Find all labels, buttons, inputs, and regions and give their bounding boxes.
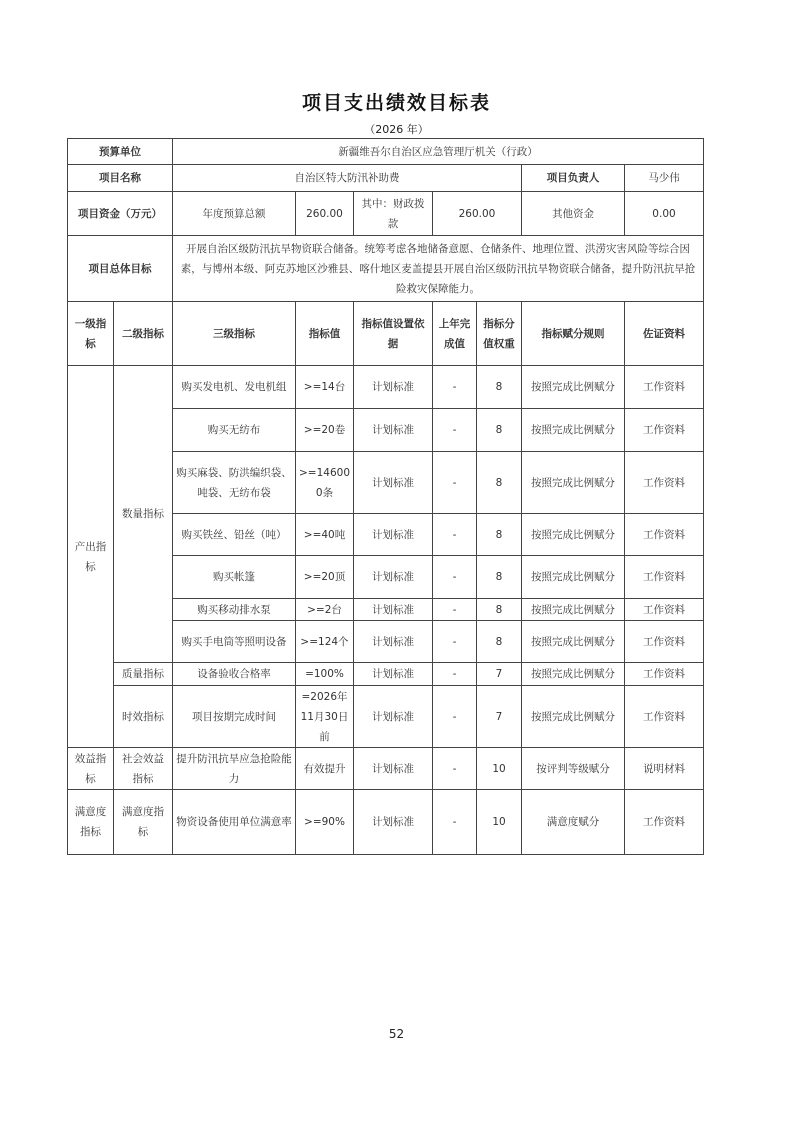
- previous-value: -: [433, 790, 477, 855]
- other-label: 其他资金: [522, 192, 625, 236]
- indicator-value: >=40吨: [296, 514, 354, 556]
- level3-indicator: 购买铁丝、铅丝（吨）: [173, 514, 296, 556]
- table-row: [68, 748, 704, 790]
- indicator-value: >=14台: [296, 366, 354, 409]
- indicator-basis: 计划标准: [354, 599, 433, 621]
- level1-benefit: 效益指标: [68, 748, 114, 790]
- budget-unit-label: 预算单位: [68, 139, 173, 165]
- indicator-weight: 10: [477, 790, 522, 855]
- page-title: 项目支出绩效目标表: [301, 92, 491, 114]
- page-number: 52: [388, 1027, 405, 1041]
- level3-indicator: 购买麻袋、防洪编织袋、吨袋、无纺布袋: [173, 452, 296, 514]
- previous-value: -: [433, 514, 477, 556]
- goal-row: [68, 236, 704, 302]
- annual-total-label: 年度预算总额: [173, 192, 296, 236]
- level2-quantity: 数量指标: [114, 366, 173, 663]
- indicator-value: >=20卷: [296, 409, 354, 452]
- indicator-value: =2026年11月30日前: [296, 686, 354, 748]
- evidence: 说明材料: [625, 748, 704, 790]
- indicator-weight: 10: [477, 748, 522, 790]
- leader-value: 马少伟: [625, 165, 704, 192]
- evidence: 工作资料: [625, 790, 704, 855]
- budget-unit-row: [68, 139, 704, 165]
- header-rule: 指标赋分规则: [522, 302, 625, 366]
- scoring-rule: 满意度赋分: [522, 790, 625, 855]
- level3-indicator: 购买移动排水泵: [173, 599, 296, 621]
- indicator-value: >=90%: [296, 790, 354, 855]
- indicator-weight: 8: [477, 452, 522, 514]
- indicator-basis: 计划标准: [354, 790, 433, 855]
- performance-table: [67, 138, 704, 855]
- scoring-rule: 按照完成比例赋分: [522, 514, 625, 556]
- indicator-basis: 计划标准: [354, 452, 433, 514]
- level3-indicator: 设备验收合格率: [173, 663, 296, 686]
- indicator-value: >=124个: [296, 621, 354, 663]
- indicator-basis: 计划标准: [354, 514, 433, 556]
- level2-social-benefit: 社会效益指标: [114, 748, 173, 790]
- level3-indicator: 项目按期完成时间: [173, 686, 296, 748]
- indicator-weight: 8: [477, 366, 522, 409]
- indicator-value: >=146000条: [296, 452, 354, 514]
- scoring-rule: 按照完成比例赋分: [522, 556, 625, 599]
- previous-value: -: [433, 686, 477, 748]
- indicator-value: =100%: [296, 663, 354, 686]
- fiscal-value: 260.00: [433, 192, 522, 236]
- header-level2: 二级指标: [114, 302, 173, 366]
- annual-total-value: 260.00: [296, 192, 354, 236]
- header-basis: 指标值设置依据: [354, 302, 433, 366]
- evidence: 工作资料: [625, 366, 704, 409]
- level3-indicator: 购买发电机、发电机组: [173, 366, 296, 409]
- header-row: [68, 302, 704, 366]
- level2-satisfaction: 满意度指标: [114, 790, 173, 855]
- other-value: 0.00: [625, 192, 704, 236]
- header-level1: 一级指标: [68, 302, 114, 366]
- indicator-weight: 8: [477, 409, 522, 452]
- level2-quality: 质量指标: [114, 663, 173, 686]
- fiscal-label: 其中：财政拨款: [354, 192, 433, 236]
- previous-value: -: [433, 748, 477, 790]
- project-name-value: 自治区特大防汛补助费: [173, 165, 522, 192]
- header-level3: 三级指标: [173, 302, 296, 366]
- indicator-basis: 计划标准: [354, 748, 433, 790]
- indicator-weight: 8: [477, 514, 522, 556]
- indicator-weight: 8: [477, 556, 522, 599]
- evidence: 工作资料: [625, 663, 704, 686]
- evidence: 工作资料: [625, 409, 704, 452]
- budget-unit-value: 新疆维吾尔自治区应急管理厅机关（行政）: [173, 139, 704, 165]
- scoring-rule: 按照完成比例赋分: [522, 663, 625, 686]
- header-value: 指标值: [296, 302, 354, 366]
- scoring-rule: 按照完成比例赋分: [522, 599, 625, 621]
- evidence: 工作资料: [625, 621, 704, 663]
- goal-label: 项目总体目标: [68, 236, 173, 302]
- scoring-rule: 按评判等级赋分: [522, 748, 625, 790]
- evidence: 工作资料: [625, 514, 704, 556]
- funds-label: 项目资金（万元）: [68, 192, 173, 236]
- level3-indicator: 购买手电筒等照明设备: [173, 621, 296, 663]
- header-evidence: 佐证资料: [625, 302, 704, 366]
- scoring-rule: 按照完成比例赋分: [522, 409, 625, 452]
- indicator-value: 有效提升: [296, 748, 354, 790]
- indicator-basis: 计划标准: [354, 621, 433, 663]
- indicator-weight: 7: [477, 663, 522, 686]
- level2-timeliness: 时效指标: [114, 686, 173, 748]
- evidence: 工作资料: [625, 556, 704, 599]
- indicator-weight: 8: [477, 599, 522, 621]
- scoring-rule: 按照完成比例赋分: [522, 366, 625, 409]
- goal-value: 开展自治区级防汛抗旱物资联合储备。统筹考虑各地储备意愿、仓储条件、地理位置、洪涝灾害风险等综合因素，与博州本级、阿克苏地区沙雅县、喀什地区麦盖提县开展自治区级防汛抗旱物资联合储备，提升防汛抗旱抢险救灾保障能力。: [173, 236, 704, 302]
- funds-row: [68, 192, 704, 236]
- level3-indicator: 提升防汛抗旱应急抢险能力: [173, 748, 296, 790]
- level3-indicator: 购买无纺布: [173, 409, 296, 452]
- table-row: [68, 790, 704, 855]
- project-name-row: [68, 165, 704, 192]
- project-name-label: 项目名称: [68, 165, 173, 192]
- leader-label: 项目负责人: [522, 165, 625, 192]
- evidence: 工作资料: [625, 686, 704, 748]
- table-row: [68, 663, 704, 686]
- level3-indicator: 物资设备使用单位满意率: [173, 790, 296, 855]
- indicator-value: >=2台: [296, 599, 354, 621]
- year-label: （2026 年）: [364, 123, 429, 136]
- indicator-weight: 8: [477, 621, 522, 663]
- header-weight: 指标分值权重: [477, 302, 522, 366]
- evidence: 工作资料: [625, 452, 704, 514]
- indicator-value: >=20顶: [296, 556, 354, 599]
- previous-value: -: [433, 409, 477, 452]
- level3-indicator: 购买帐篷: [173, 556, 296, 599]
- indicator-basis: 计划标准: [354, 686, 433, 748]
- scoring-rule: 按照完成比例赋分: [522, 452, 625, 514]
- scoring-rule: 按照完成比例赋分: [522, 621, 625, 663]
- previous-value: -: [433, 621, 477, 663]
- indicator-weight: 7: [477, 686, 522, 748]
- previous-value: -: [433, 663, 477, 686]
- table-row: [68, 686, 704, 748]
- indicator-basis: 计划标准: [354, 663, 433, 686]
- level1-satisfaction: 满意度指标: [68, 790, 114, 855]
- table-row: [68, 366, 704, 409]
- indicator-basis: 计划标准: [354, 409, 433, 452]
- previous-value: -: [433, 599, 477, 621]
- header-prev: 上年完成值: [433, 302, 477, 366]
- evidence: 工作资料: [625, 599, 704, 621]
- indicator-basis: 计划标准: [354, 366, 433, 409]
- scoring-rule: 按照完成比例赋分: [522, 686, 625, 748]
- previous-value: -: [433, 556, 477, 599]
- level1-output: 产出指标: [68, 366, 114, 748]
- previous-value: -: [433, 452, 477, 514]
- indicator-basis: 计划标准: [354, 556, 433, 599]
- previous-value: -: [433, 366, 477, 409]
